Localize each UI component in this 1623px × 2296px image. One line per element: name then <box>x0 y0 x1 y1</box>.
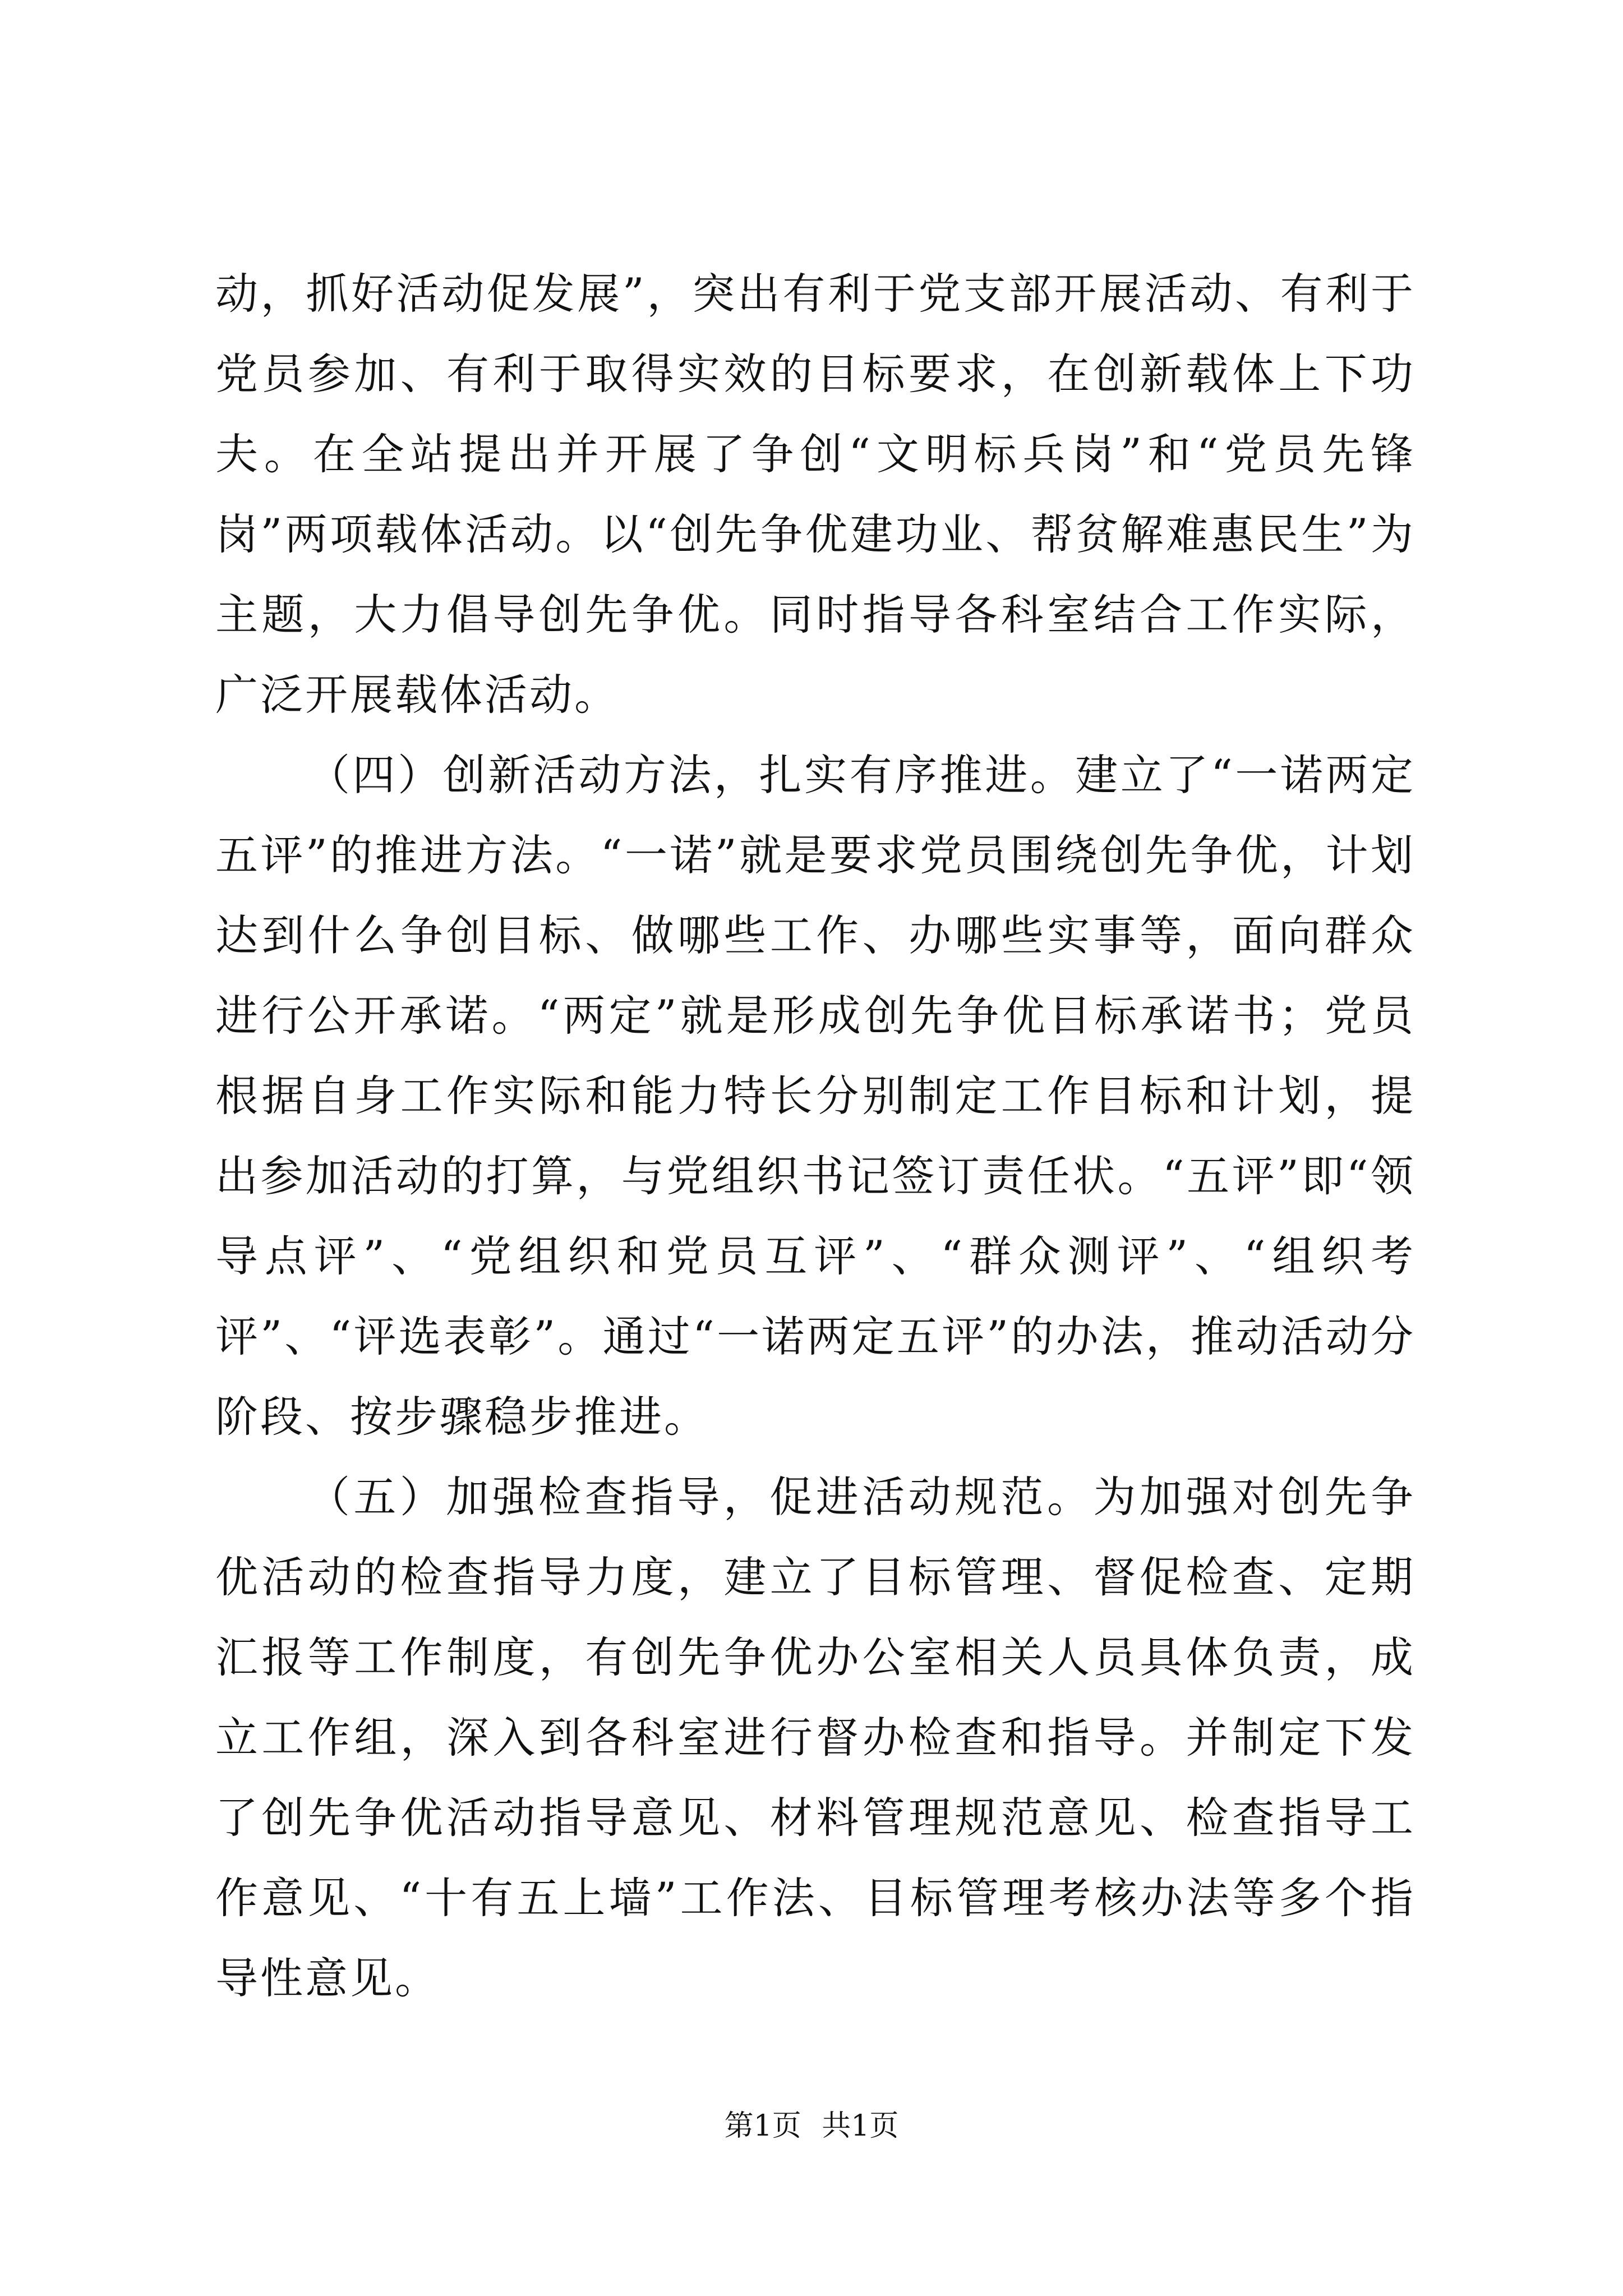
paragraph-section-five: （五）加强检查指导，促进活动规范。为加强对创先争优活动的检查指导力度，建立了目标管理、督促检查、定期汇报等工作制度，有创先争优办公室相关人员具体负责，成立工作组，深入到各科室进行督办检查和指导。并制定下发了创先争优活动指导意见、材料管理规范意见、检查指导工作意见、“十有五上墙”工作法、目标管理考核办法等多个指导性意见。 <box>215 1472 1415 2003</box>
document-body <box>215 254 1415 2018</box>
page-total: 共1页 <box>822 2109 899 2143</box>
page-number: 第1页 <box>724 2109 801 2143</box>
paragraph-section-four: （四）创新活动方法，扎实有序推进。建立了“一诺两定五评”的推进方法。“一诺”就是要求党员围绕创先争优，计划达到什么争创目标、做哪些工作、办哪些实事等，面向群众进行公开承诺。“两定”就是形成创先争优目标承诺书；党员根据自身工作实际和能力特长分别制定工作目标和计划，提出参加活动的打算，与党组织书记签订责任状。“五评”即“领导点评”、“党组织和党员互评”、“群众测评”、“组织考评”、“评选表彰”。通过“一诺两定五评”的办法，推动活动分阶段、按步骤稳步推进。 <box>215 750 1415 1442</box>
paragraph-continuation: 动，抓好活动促发展”，突出有利于党支部开展活动、有利于党员参加、有利于取得实效的目标要求，在创新载体上下功夫。在全站提出并开展了争创“文明标兵岗”和“党员先锋岗”两项载体活动。以“创先争优建功业、帮贫解难惠民生”为主题，大力倡导创先争优。同时指导各科室结合工作实际，广泛开展载体活动。 <box>215 269 1415 720</box>
page-footer <box>0 2106 1623 2146</box>
